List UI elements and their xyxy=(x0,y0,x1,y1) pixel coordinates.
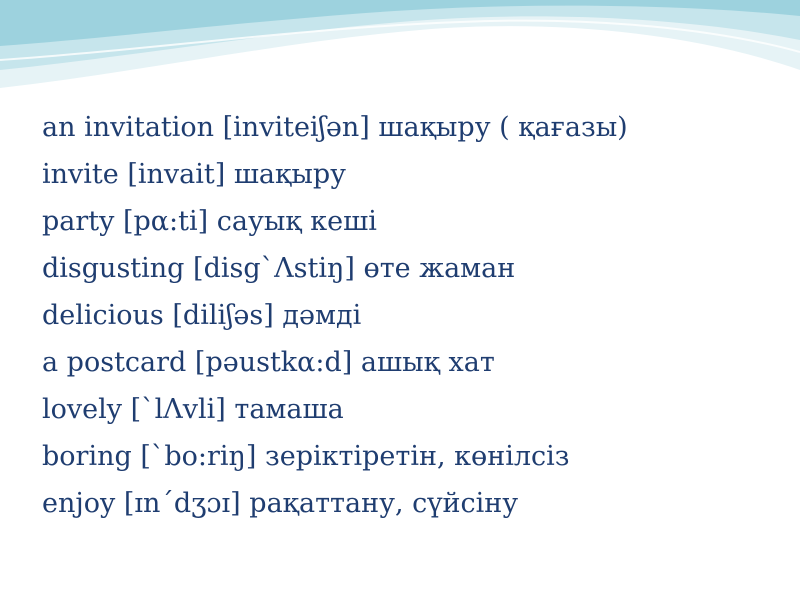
vocab-item-invitation: an invitation [inviteiʃən] шақыру ( қағазы) xyxy=(42,112,628,143)
vocab-item-invite: invite [invait] шақыру xyxy=(42,159,347,190)
vocab-item-delicious: delicious [diliʃəs] дәмді xyxy=(42,300,362,331)
vocab-item-disgusting: disgusting [disg`Λstiŋ] өте жаман xyxy=(42,253,516,284)
vocab-item-lovely: lovely [`lΛvli] тамаша xyxy=(42,394,344,425)
vocab-item-boring: boring [`bo:riŋ] зеріктіретін, көнілсіз xyxy=(42,441,570,472)
vocabulary-list xyxy=(42,104,628,527)
vocab-item-party: party [pα:ti] сауық кеші xyxy=(42,206,377,237)
vocab-item-postcard: a postcard [pəustkα:d] ашық хат xyxy=(42,347,495,378)
vocab-item-enjoy: enjoy [ɪn´dʒɔɪ] рақаттану, сүйсіну xyxy=(42,488,519,519)
